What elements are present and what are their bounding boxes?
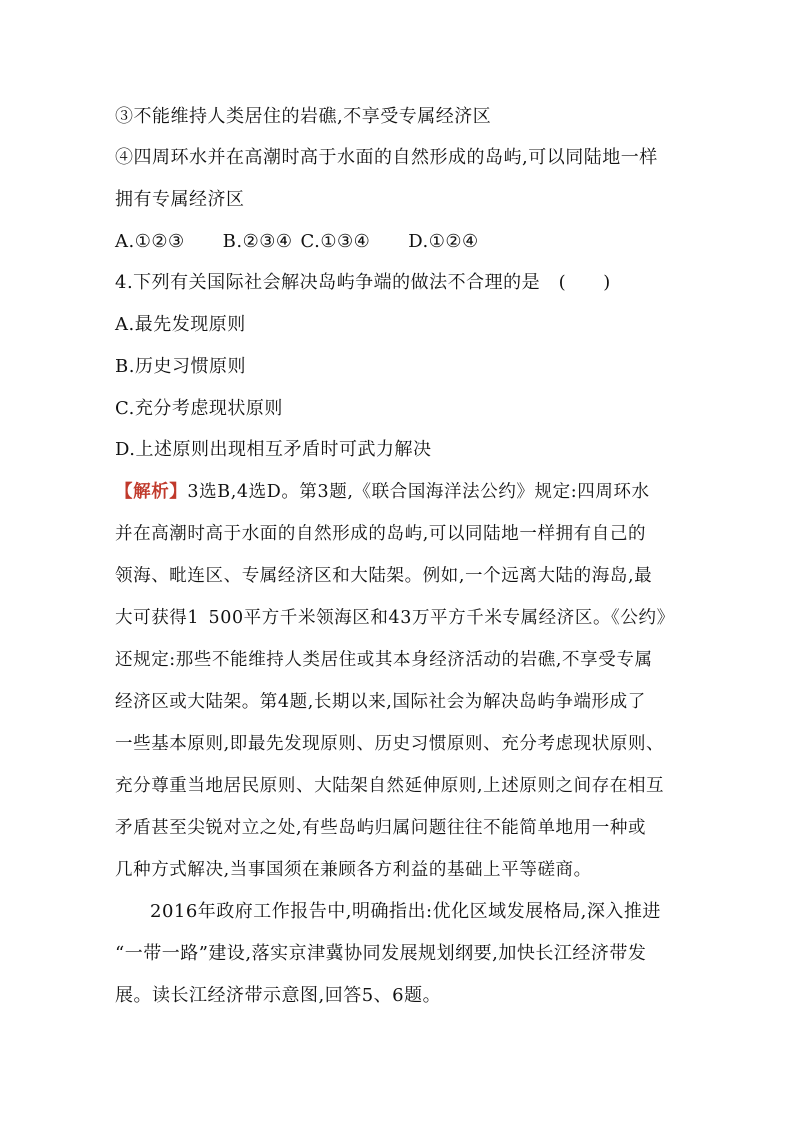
analysis-line-3: 领海、毗连区、专属经济区和大陆架。例如,一个远离大陆的海岛,最 bbox=[115, 566, 653, 586]
analysis-line-8: 充分尊重当地居民原则、大陆架自然延伸原则,上述原则之间存在相互 bbox=[115, 776, 665, 796]
analysis-tag: 【解析】 bbox=[115, 482, 188, 502]
q3-choice-b: B.②③④ bbox=[222, 231, 293, 252]
q4-option-d: D.上述原则出现相互矛盾时可武力解决 bbox=[115, 439, 432, 460]
q4-option-c: C.充分考虑现状原则 bbox=[115, 398, 283, 419]
q3-option-3: ③不能维持人类居住的岩礁,不享受专属经济区 bbox=[115, 106, 492, 127]
intro-line-3: 展。读长江经济带示意图,回答5、6题。 bbox=[115, 985, 442, 1006]
intro-line-1: 2016年政府工作报告中,明确指出:优化区域发展格局,深入推进 bbox=[150, 901, 661, 922]
analysis-line-5: 还规定:那些不能维持人类居住或其本身经济活动的岩礁,不享受专属 bbox=[115, 650, 653, 670]
analysis-line-1 bbox=[115, 480, 685, 504]
q3-choices bbox=[115, 230, 685, 254]
q4-option-b: B.历史习惯原则 bbox=[115, 356, 246, 377]
analysis-line-7: 一些基本原则,即最先发现原则、历史习惯原则、充分考虑现状原则、 bbox=[115, 734, 665, 754]
q4-option-a: A.最先发现原则 bbox=[115, 314, 246, 335]
analysis-line-2: 并在高潮时高于水面的自然形成的岛屿,可以同陆地一样拥有自己的 bbox=[115, 524, 647, 544]
q3-choice-d: D.①②④ bbox=[408, 231, 479, 252]
analysis-line-9: 矛盾甚至尖锐对立之处,有些岛屿归属问题往往不能简单地用一种或 bbox=[115, 818, 647, 838]
q4-stem: 4.下列有关国际社会解决岛屿争端的做法不合理的是 ( ) bbox=[115, 272, 611, 293]
q3-option-4-line-2: 拥有专属经济区 bbox=[115, 189, 245, 210]
analysis-line-10: 几种方式解决,当事国须在兼顾各方利益的基础上平等磋商。 bbox=[115, 860, 592, 880]
analysis-line-6: 经济区或大陆架。第4题,长期以来,国际社会为解决岛屿争端形成了 bbox=[115, 692, 646, 712]
intro-line-2: “一带一路”建设,落实京津冀协同发展规划纲要,加快长江经济带发 bbox=[115, 943, 647, 964]
analysis-line-4: 大可获得1 500平方千米领海区和43万平方千米专属经济区。《公约》 bbox=[115, 608, 675, 628]
q3-choice-c: C.①③④ bbox=[300, 231, 371, 252]
q3-choice-a: A.①②③ bbox=[115, 231, 185, 252]
analysis-line-1-text: 3选B,4选D。第3题,《联合国海洋法公约》规定:四周环水 bbox=[187, 482, 650, 502]
q3-option-4-line-1: ④四周环水并在高潮时高于水面的自然形成的岛屿,可以同陆地一样 bbox=[115, 147, 658, 168]
